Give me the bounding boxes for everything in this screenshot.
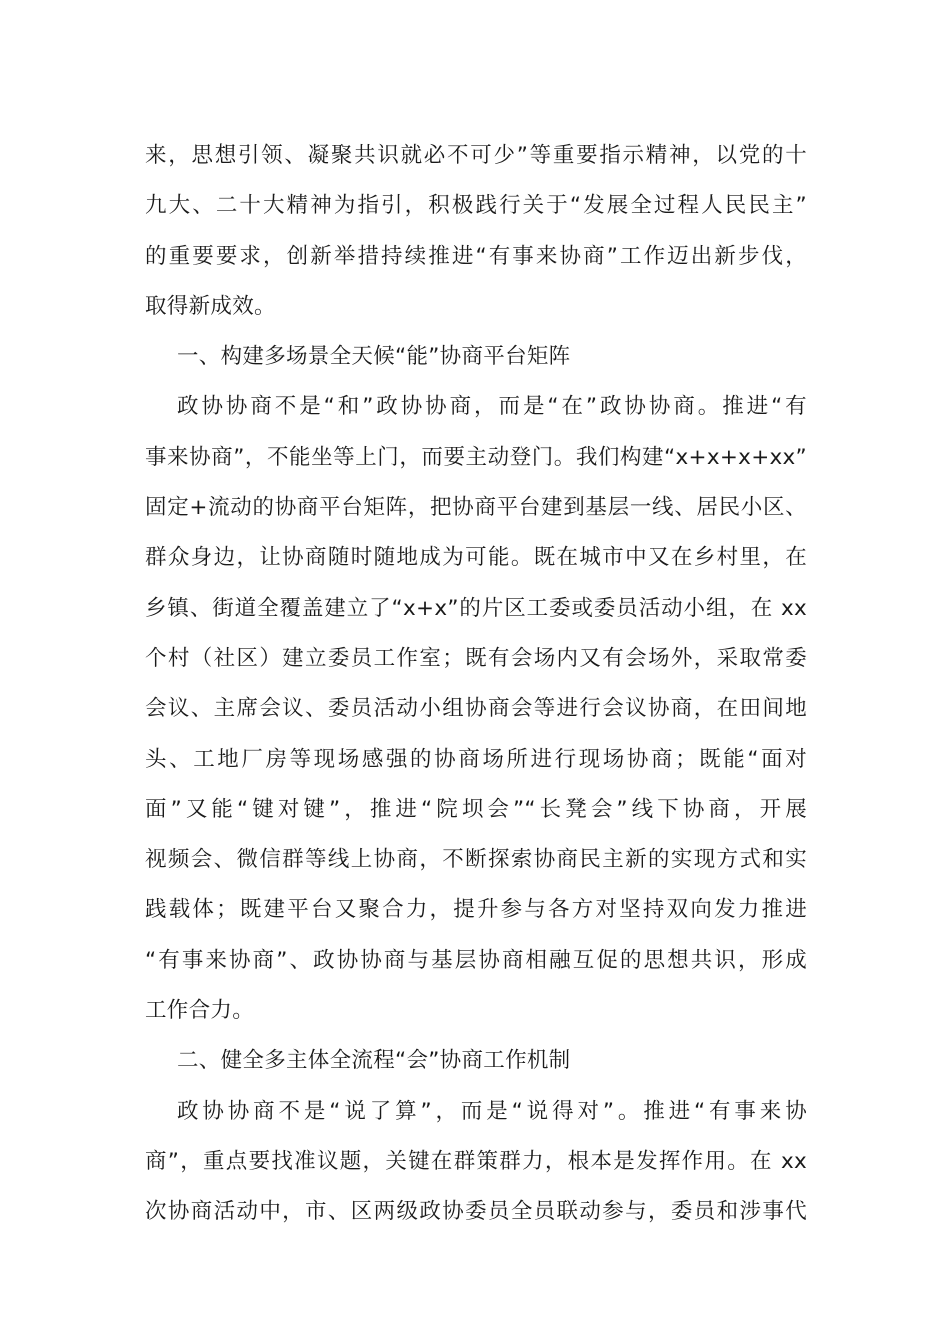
text-line: 事来协商”，不能坐等上门，而要主动登门。我们构建“x+x+x+xx” bbox=[145, 444, 807, 470]
text-line: 践载体；既建平台又聚合力，提升参与各方对坚持双向发力推进 bbox=[145, 897, 807, 923]
text-line: 九大、二十大精神为指引，积极践行关于“发展全过程人民民主” bbox=[145, 193, 807, 219]
text-line: 个村（社区）建立委员工作室；既有会场内又有会场外，采取常委 bbox=[145, 645, 807, 671]
text-line: 政协协商不是“和”政协协商，而是“在”政协协商。推进“有 bbox=[177, 394, 807, 420]
text-line: 工作合力。 bbox=[145, 998, 255, 1024]
text-line: 面”又能“键对键”，推进“院坝会”“长凳会”线下协商，开展 bbox=[145, 796, 807, 822]
text-line: 视频会、微信群等线上协商，不断探索协商民主新的实现方式和实 bbox=[145, 847, 807, 873]
text-line: 政协协商不是“说了算”，而是“说得对”。推进“有事来协 bbox=[177, 1098, 807, 1124]
text-line: 商”，重点要找准议题，关键在群策群力，根本是发挥作用。在 xx bbox=[145, 1148, 807, 1174]
text-line: 乡镇、街道全覆盖建立了“x+x”的片区工委或委员活动小组，在 xx bbox=[145, 595, 807, 621]
text-line: 头、工地厂房等现场感强的协商场所进行现场协商；既能“面对 bbox=[145, 746, 807, 772]
text-line: 的重要要求，创新举措持续推进“有事来协商”工作迈出新步伐， bbox=[145, 243, 807, 269]
section-heading-1: 一、构建多场景全天候“能”协商平台矩阵 bbox=[177, 344, 571, 370]
text-line: 取得新成效。 bbox=[145, 293, 276, 319]
text-line: “有事来协商”、政协协商与基层协商相融互促的思想共识，形成 bbox=[145, 947, 807, 973]
text-line: 次协商活动中，市、区两级政协委员全员联动参与，委员和涉事代 bbox=[145, 1199, 807, 1225]
text-line: 固定+流动的协商平台矩阵，把协商平台建到基层一线、居民小区、 bbox=[145, 495, 807, 521]
text-line: 群众身边，让协商随时随地成为可能。既在城市中又在乡村里，在 bbox=[145, 545, 807, 571]
text-line: 来，思想引领、凝聚共识就必不可少”等重要指示精神，以党的十 bbox=[145, 143, 807, 168]
document-body bbox=[145, 131, 807, 1238]
section-heading-2: 二、健全多主体全流程“会”协商工作机制 bbox=[177, 1048, 571, 1074]
text-line: 会议、主席会议、委员活动小组协商会等进行会议协商，在田间地 bbox=[145, 696, 807, 722]
